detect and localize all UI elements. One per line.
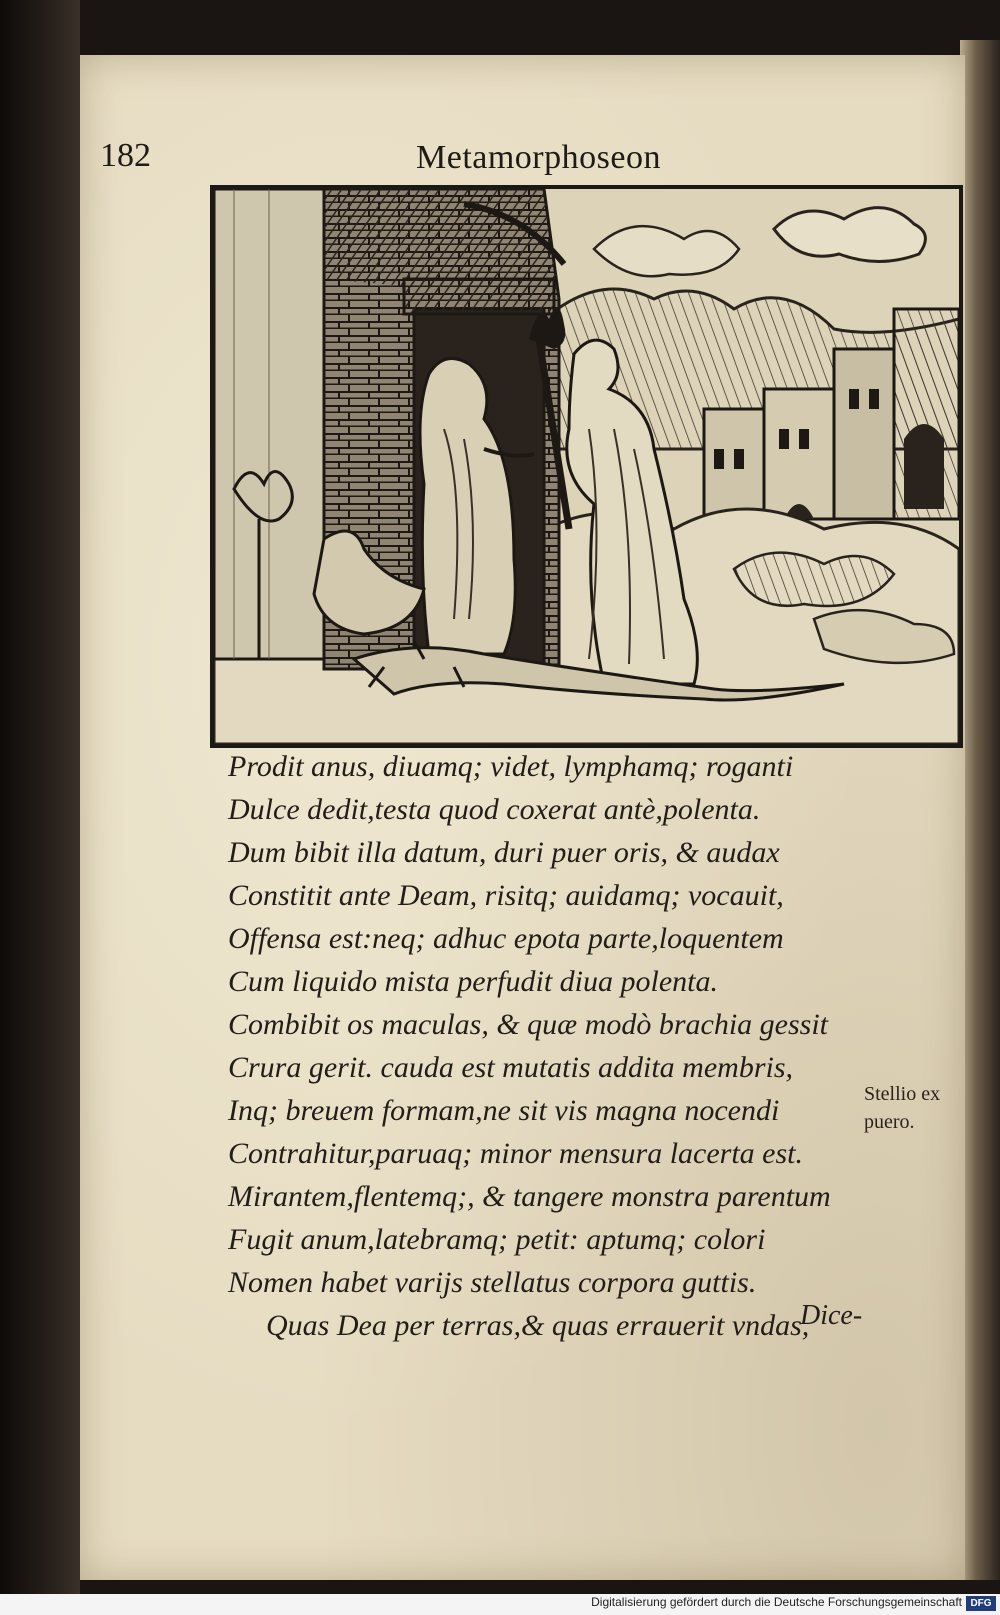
verse-line: Crura gerit. cauda est mutatis addita membris, <box>228 1051 794 1084</box>
verse-line: Inq; breuem formam,ne sit vis magna nocendi <box>228 1094 780 1127</box>
book-edge-left <box>0 0 80 1615</box>
verse-line: Quas Dea per terras,& quas errauerit vndas, <box>266 1309 810 1342</box>
verse-line: Dulce dedit,testa quod coxerat antè,polenta. <box>228 793 761 826</box>
verse-line: Combibit os maculas, & quæ modò brachia gessit <box>228 1008 829 1041</box>
verse-line: Constitit ante Deam, risitq; auidamq; vocauit, <box>228 879 784 912</box>
verse-line: Contrahitur,paruaq; minor mensura lacerta est. <box>228 1137 804 1170</box>
book-edge-right <box>960 40 1000 1580</box>
verse-line: Dum bibit illa datum, duri puer oris, & audax <box>228 836 780 869</box>
page-header <box>100 137 960 187</box>
verse-line: Offensa est:neq; adhuc epota parte,loquentem <box>228 922 784 955</box>
verse-block <box>228 745 858 1347</box>
dfg-logo-icon: DFG <box>966 1596 996 1611</box>
verse-line: Prodit anus, diuamq; videt, lymphamq; roganti <box>228 750 794 783</box>
book-page <box>80 55 965 1580</box>
digitization-footer <box>0 1594 1000 1615</box>
marginal-note-line: Stellio ex <box>864 1083 941 1105</box>
catchword: Dice- <box>800 1300 863 1331</box>
footer-credit-text: Digitalisierung gefördert durch die Deutsche Forschungsgemeinschaft <box>591 1595 962 1609</box>
verse-line: Mirantem,flentemq;, & tangere monstra parentum <box>228 1180 831 1213</box>
woodcut-scene-icon <box>214 189 959 744</box>
marginal-note-line: puero. <box>864 1111 915 1133</box>
marginal-note <box>864 1080 959 1136</box>
verse-line: Fugit anum,latebramq; petit: aptumq; colori <box>228 1223 766 1256</box>
verse-line: Nomen habet varijs stellatus corpora guttis. <box>228 1266 757 1299</box>
woodcut-illustration <box>210 185 963 748</box>
running-head: Metamorphoseon <box>416 139 661 176</box>
page-number: 182 <box>100 137 151 174</box>
verse-line: Cum liquido mista perfudit diua polenta. <box>228 965 719 998</box>
